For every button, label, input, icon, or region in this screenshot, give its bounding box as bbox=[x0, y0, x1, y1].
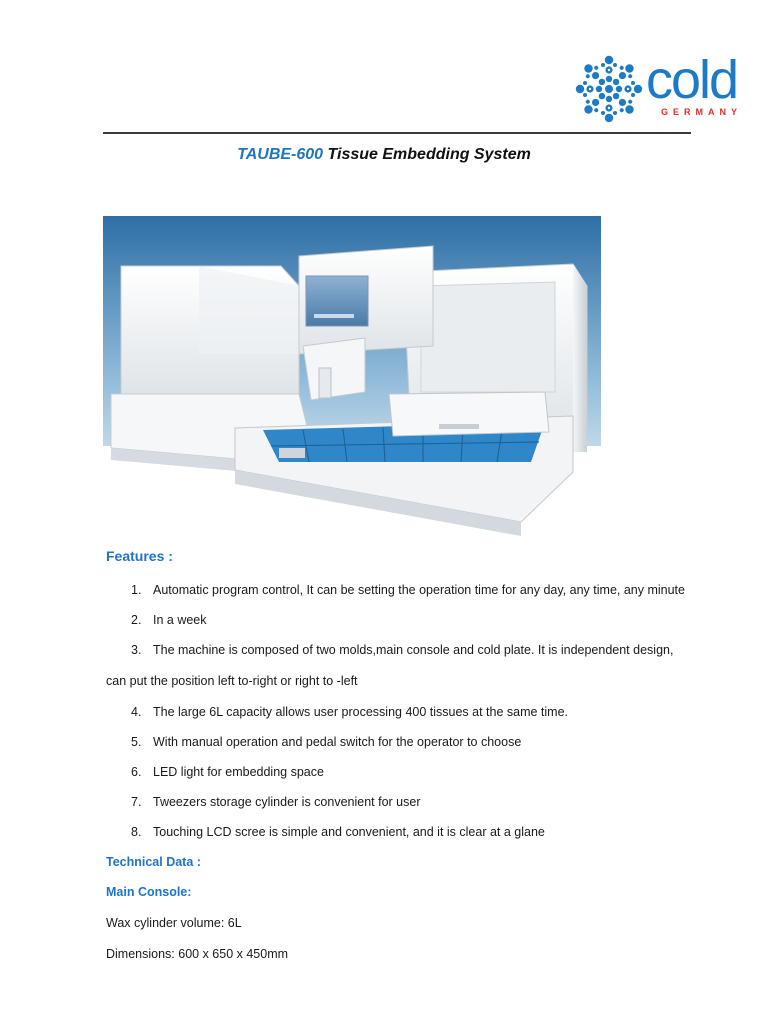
wax-volume-spec: Wax cylinder volume: 6L bbox=[106, 916, 242, 930]
feature-item bbox=[131, 765, 324, 779]
header-divider bbox=[103, 132, 691, 134]
feature-number: 4. bbox=[131, 705, 142, 719]
feature-item bbox=[131, 643, 673, 657]
feature-number: 1. bbox=[131, 583, 142, 597]
features-heading: Features : bbox=[106, 548, 173, 564]
feature-item bbox=[131, 735, 521, 749]
feature-item bbox=[131, 825, 545, 839]
feature-number: 3. bbox=[131, 643, 142, 657]
page-title bbox=[0, 146, 768, 164]
company-logo bbox=[572, 48, 750, 128]
title-rest: Tissue Embedding System bbox=[327, 146, 531, 163]
feature-text: Automatic program control, It can be setting the operation time for any day, any time, any minute bbox=[153, 583, 685, 597]
model-name: TAUBE-600 bbox=[237, 146, 324, 163]
feature-text: Tweezers storage cylinder is convenient for user bbox=[153, 795, 421, 809]
feature-number: 5. bbox=[131, 735, 142, 749]
technical-data-heading: Technical Data : bbox=[106, 855, 201, 869]
feature-text: LED light for embedding space bbox=[153, 765, 324, 779]
feature-number: 8. bbox=[131, 825, 142, 839]
feature-item bbox=[131, 583, 685, 597]
feature-number: 2. bbox=[131, 613, 142, 627]
logo-subtitle: GERMANY bbox=[661, 107, 743, 117]
dimensions-spec: Dimensions: 600 x 650 x 450mm bbox=[106, 947, 289, 961]
feature-text: The machine is composed of two molds,main console and cold plate. It is independent design, bbox=[153, 643, 674, 657]
feature-text: With manual operation and pedal switch for the operator to choose bbox=[153, 735, 522, 749]
feature-continuation: can put the position left to-right or right to -left bbox=[106, 674, 358, 688]
main-console-heading: Main Console: bbox=[106, 885, 192, 899]
feature-item bbox=[131, 705, 568, 719]
logo-wordmark: cold bbox=[646, 50, 738, 110]
feature-number: 7. bbox=[131, 795, 142, 809]
feature-number: 6. bbox=[131, 765, 142, 779]
snowflake-logo-icon bbox=[572, 50, 646, 128]
feature-item bbox=[131, 613, 207, 627]
feature-text: The large 6L capacity allows user processing 400 tissues at the same time. bbox=[153, 705, 569, 719]
feature-text: Touching LCD scree is simple and convenient, and it is clear at a glane bbox=[153, 825, 545, 839]
embedding-system-product-image bbox=[103, 216, 601, 540]
feature-item bbox=[131, 795, 421, 809]
feature-text: In a week bbox=[153, 613, 207, 627]
